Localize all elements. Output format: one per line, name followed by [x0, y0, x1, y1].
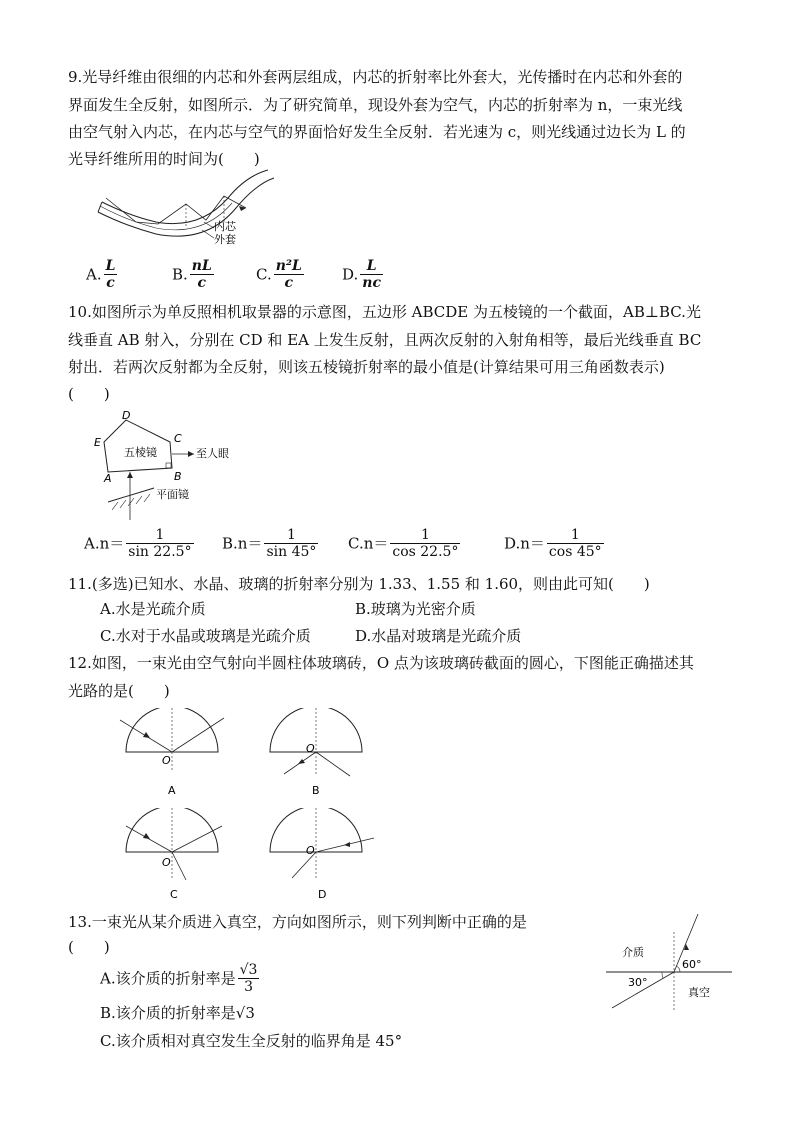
- q11-option-b[interactable]: B.玻璃为光密介质: [355, 600, 476, 618]
- q13-option-b[interactable]: B.该介质的折射率是√3: [100, 1004, 255, 1022]
- q9-line-2: 界面发生全反射，如图所示．为了研究简单，现设外套为空气，内芯的折射率为 n，一束光线: [68, 96, 683, 114]
- q10-vertex-d: D: [122, 409, 131, 422]
- q10-option-a-den: sin 22.5°: [128, 544, 192, 560]
- q9-cladding-label: 外套: [214, 233, 236, 246]
- q10-option-b[interactable]: [222, 527, 320, 560]
- q10-prism-figure: [90, 408, 240, 520]
- q13-angle-60-label: 60°: [682, 958, 702, 971]
- q9-option-a-num: L: [105, 258, 116, 274]
- q12-a-caption: A: [168, 784, 176, 797]
- q10-option-d-den: cos 45°: [548, 544, 602, 560]
- q9-option-c-label: C.: [256, 265, 272, 284]
- q12-c-center-label: O: [162, 856, 171, 869]
- q13-medium-label: 介质: [622, 946, 644, 959]
- q10-option-a[interactable]: [84, 527, 196, 560]
- q9-option-c-den: c: [284, 275, 294, 291]
- q11-option-d[interactable]: D.水晶对玻璃是光疏介质: [355, 627, 522, 645]
- q10-option-d[interactable]: [504, 527, 606, 560]
- q12-figure-c[interactable]: [116, 808, 228, 900]
- q10-option-d-label: D.n＝: [504, 534, 545, 553]
- q9-line-1: 9.光导纤维由很细的内芯和外套两层组成，内芯的折射率比外套大，光传播时在内芯和外套的: [68, 68, 683, 86]
- q12-line-1: 12.如图，一束光由空气射向半圆柱体玻璃砖，O 点为该玻璃砖截面的圆心，下图能正确描述其: [68, 654, 694, 672]
- q13-interface-figure: [604, 912, 734, 1012]
- q9-option-d-label: D.: [342, 265, 359, 284]
- q13-option-a-num: √3: [239, 962, 258, 978]
- q9-fiber-figure: [96, 168, 276, 250]
- q12-figure-b[interactable]: [262, 708, 374, 798]
- q9-option-a[interactable]: [86, 258, 119, 291]
- q9-option-d-den: nc: [362, 275, 381, 291]
- q11-stem: 11.(多选)已知水、水晶、玻璃的折射率分别为 1.33、1.55 和 1.60，则由此可知( ): [68, 575, 650, 593]
- q9-core-label: 内芯: [214, 220, 236, 233]
- q10-line-2: 线垂直 AB 射入，分别在 CD 和 EA 上发生反射，且两次反射的入射角相等，最后光线垂直 BC: [68, 331, 702, 349]
- q12-d-caption: D: [318, 888, 327, 900]
- q11-option-a[interactable]: A.水是光疏介质: [100, 600, 206, 618]
- q9-line-3: 由空气射入内芯，在内芯与空气的界面恰好发生全反射．若光速为 c，则光线通过边长为 L 的: [68, 123, 686, 141]
- q10-option-b-label: B.n＝: [222, 534, 263, 553]
- q10-option-b-num: 1: [264, 527, 318, 544]
- q10-option-c[interactable]: [348, 527, 462, 560]
- q9-option-c[interactable]: [256, 258, 306, 291]
- q10-vertex-e: E: [94, 436, 101, 449]
- q9-option-b[interactable]: [172, 258, 216, 291]
- q12-a-center-label: O: [162, 754, 171, 767]
- q11-option-c[interactable]: C.水对于水晶或玻璃是光疏介质: [100, 627, 311, 645]
- q10-line-3: 射出．若两次反射都为全反射，则该五棱镜折射率的最小值是(计算结果可用三角函数表示): [68, 358, 665, 376]
- q10-eye-label: 至人眼: [196, 447, 229, 460]
- q13-option-a-den: 3: [244, 979, 253, 995]
- q12-d-center-label: O: [306, 844, 315, 857]
- q9-option-d-num: L: [360, 258, 383, 275]
- q13-vacuum-label: 真空: [688, 986, 710, 999]
- q10-option-c-den: cos 22.5°: [392, 544, 459, 560]
- q12-c-caption: C: [170, 888, 178, 900]
- q13-option-a-text: A.该介质的折射率是: [100, 969, 236, 988]
- q10-vertex-a: A: [104, 472, 112, 485]
- q10-option-b-den: sin 45°: [266, 544, 317, 560]
- q9-option-a-label: A.: [86, 265, 102, 284]
- q10-vertex-c: C: [174, 432, 182, 445]
- q13-line-2: ( ): [68, 938, 110, 956]
- q13-line-1: 13.一束光从某介质进入真空，方向如图所示，则下列判断中正确的是: [68, 913, 527, 931]
- q9-line-4: 光导纤维所用的时间为( ): [68, 150, 260, 168]
- q13-option-c[interactable]: C.该介质相对真空发生全反射的临界角是 45°: [100, 1032, 403, 1050]
- q9-option-b-num: nL: [191, 258, 212, 274]
- q10-option-c-label: C.n＝: [348, 534, 389, 553]
- q10-prism-label: 五棱镜: [124, 446, 157, 459]
- q10-option-d-num: 1: [547, 527, 604, 544]
- q9-option-b-label: B.: [172, 265, 188, 284]
- q12-b-caption: B: [312, 784, 320, 797]
- q9-option-b-den: c: [197, 275, 207, 291]
- q9-option-a-den: c: [106, 275, 115, 291]
- q12-b-center-label: O: [306, 742, 315, 755]
- q13-option-a[interactable]: [100, 962, 261, 995]
- q10-option-a-num: 1: [126, 527, 193, 544]
- q13-angle-30-label: 30°: [628, 976, 648, 989]
- q12-line-2: 光路的是( ): [68, 682, 170, 700]
- q12-figure-a[interactable]: [116, 708, 228, 798]
- q10-mirror-label: 平面镜: [156, 488, 189, 501]
- q12-figure-d[interactable]: [262, 808, 378, 900]
- q10-line-1: 10.如图所示为单反照相机取景器的示意图，五边形 ABCDE 为五棱镜的一个截面，AB⊥BC.光: [68, 303, 701, 321]
- q9-option-d[interactable]: [342, 258, 385, 291]
- q10-vertex-b: B: [174, 470, 182, 483]
- q9-option-c-num: n²L: [275, 258, 302, 274]
- q10-line-4: ( ): [68, 385, 110, 403]
- q10-option-c-num: 1: [390, 527, 460, 544]
- q10-option-a-label: A.n＝: [84, 534, 125, 553]
